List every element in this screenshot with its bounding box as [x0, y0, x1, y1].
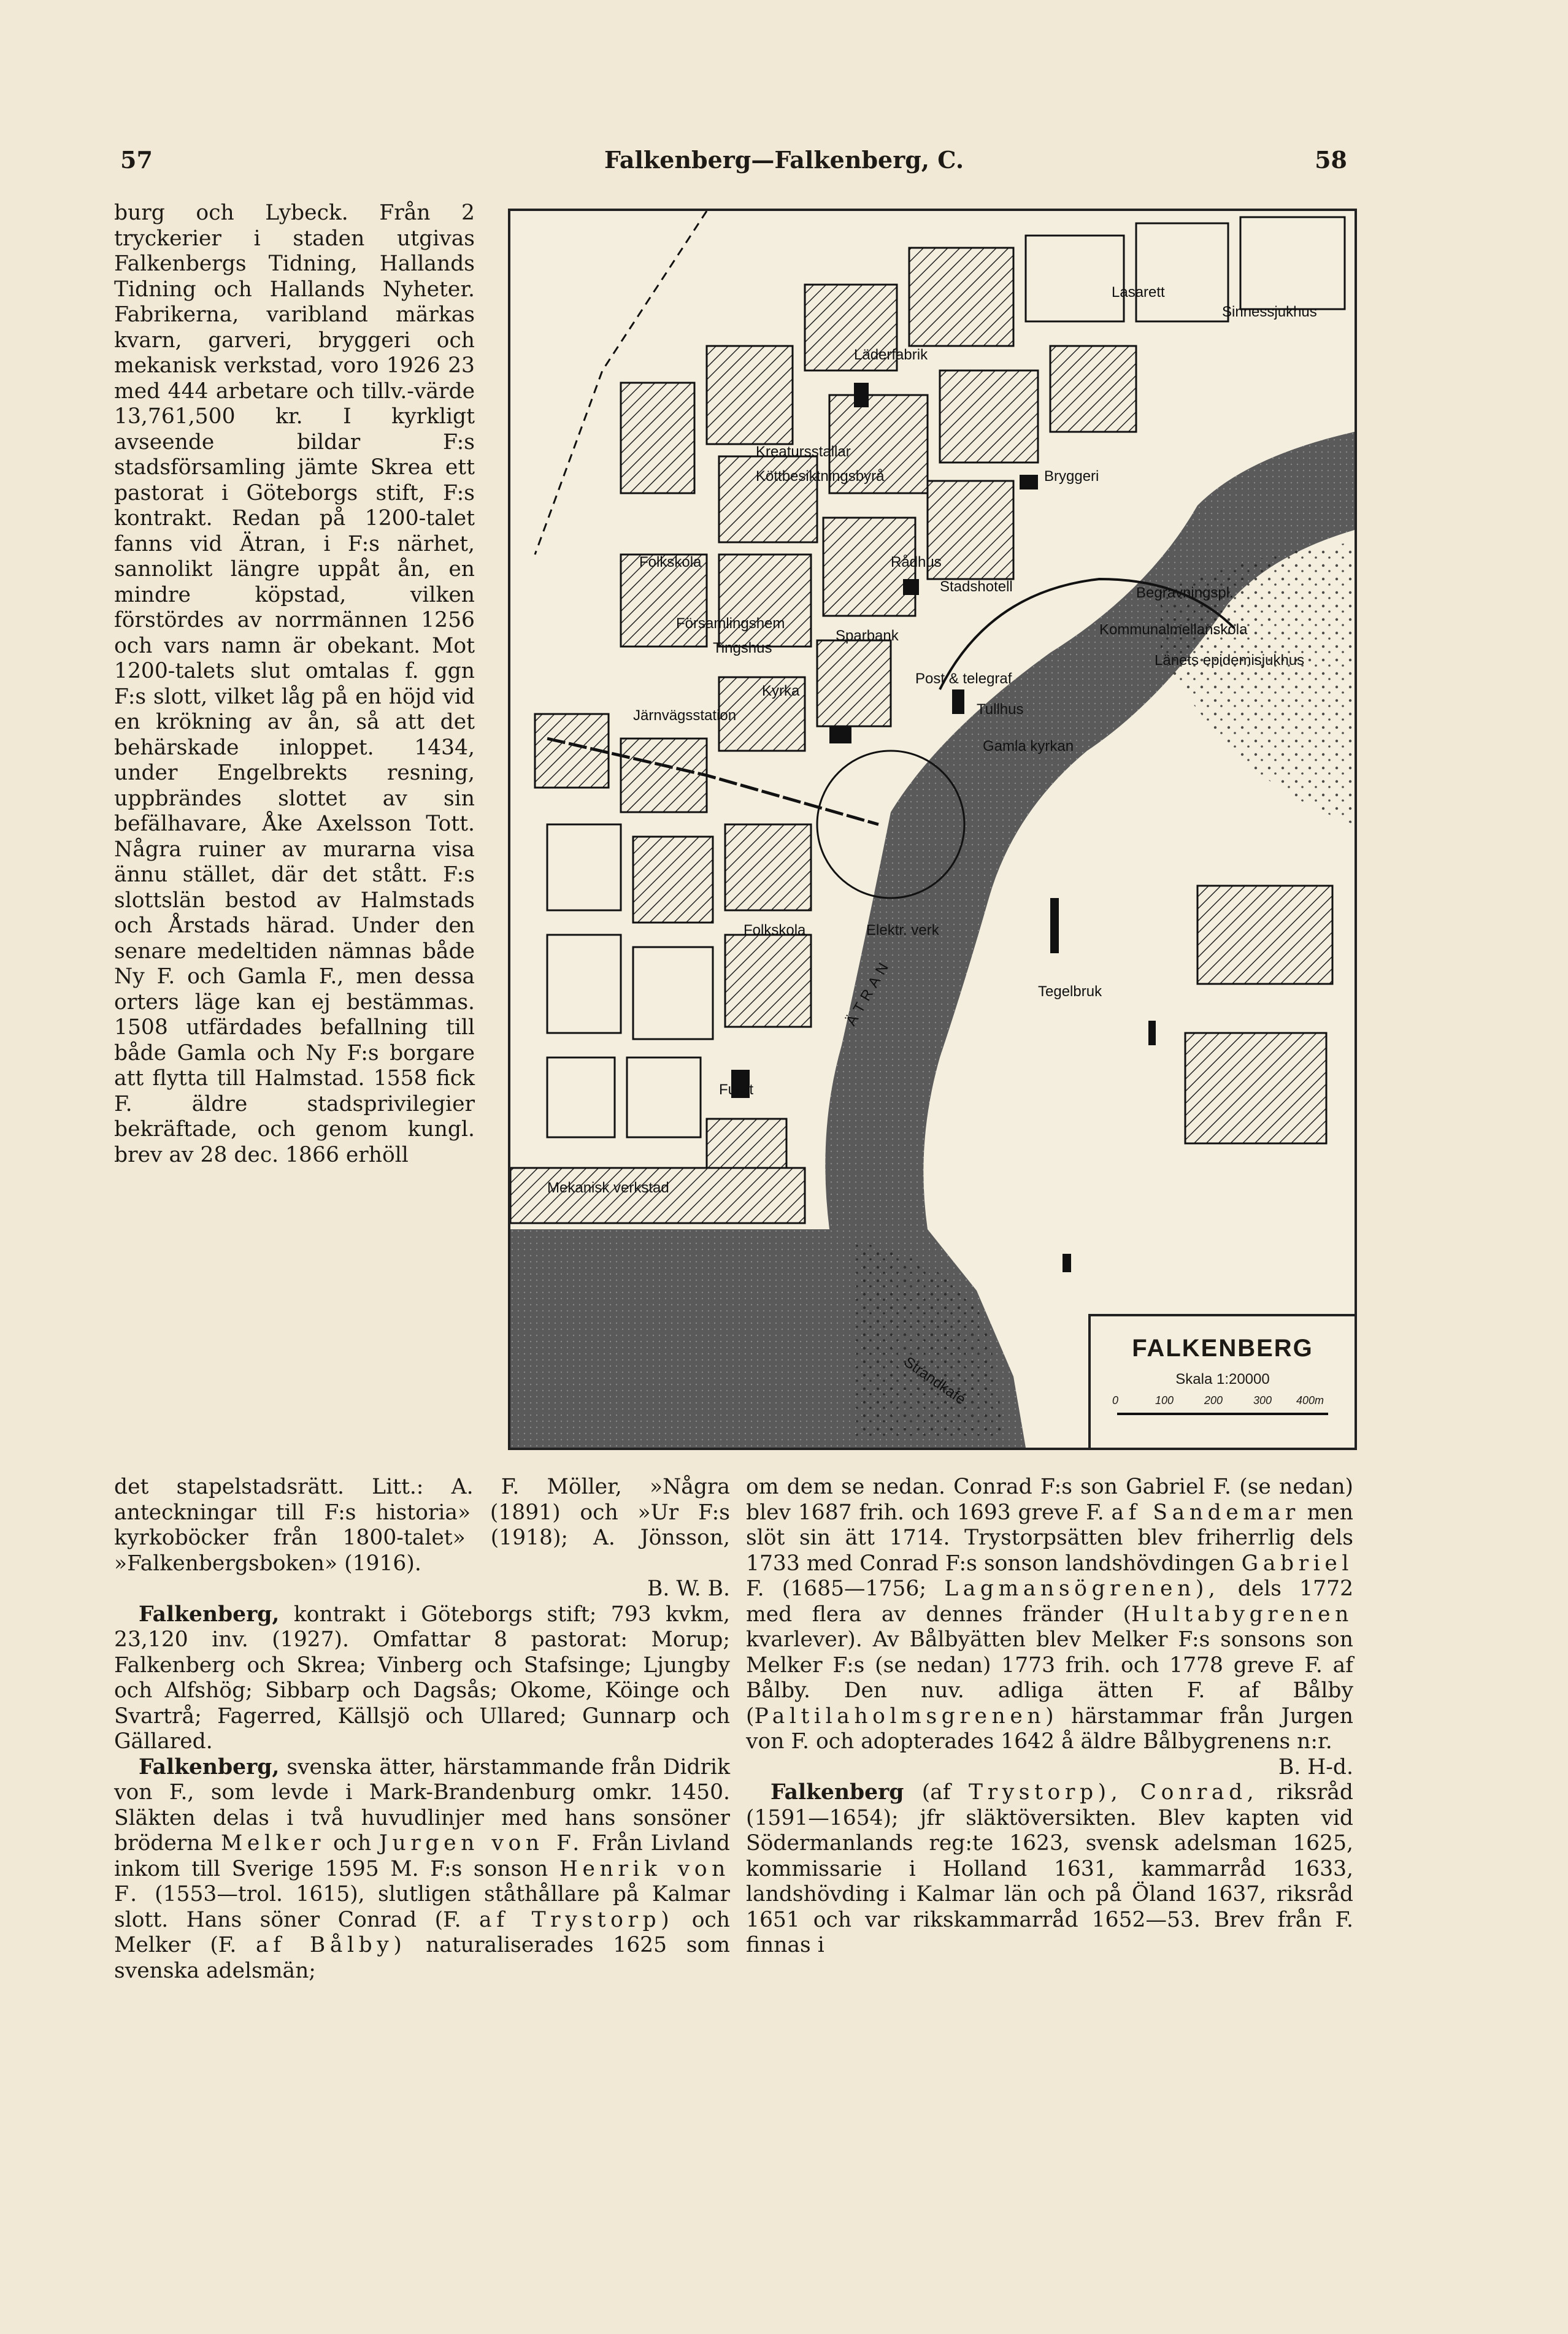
map-label-forsamlingshem: Församlingshem: [676, 615, 785, 632]
map-label-kommunalmellanskola: Kommunalmellanskola: [1099, 621, 1248, 638]
right-text-3: F. (1685—1756;: [746, 1576, 926, 1601]
right-text-1: om dem se nedan. Conrad F:s son Gabriel F. (se nedan) blev 1687 frih. och 1693 greve F.: [746, 1475, 1353, 1525]
map-label-lanets-epidemisjukhus: Länets epidemisjukhus: [1155, 652, 1305, 669]
beach-dunes: [854, 1242, 1001, 1438]
signature-bhd: B. H-d.: [1278, 1754, 1353, 1779]
running-title: Falkenberg—Falkenberg, C.: [604, 146, 964, 174]
conrad-paragraph: [746, 1780, 1353, 1959]
kontrakt-paragraph: [114, 1602, 730, 1755]
atter-spaced-4: af Trystorp): [479, 1907, 674, 1932]
atter-headword: Falkenberg,: [139, 1754, 280, 1779]
right-text-4: dels 1772 med flera av dennes fränder (: [746, 1576, 1354, 1627]
map-label-radhus: Rådhus: [891, 554, 942, 570]
signature-bwb: B. W. B.: [647, 1576, 730, 1601]
map-scale-text: Skala 1:20000: [1175, 1371, 1270, 1388]
scale-tick-200: 200: [1204, 1394, 1223, 1407]
right-spaced-3: Lagmansögrenen),: [944, 1576, 1220, 1601]
atter-text-3: Från Livland inkom till Sverige 1595 M. F:s sonson: [114, 1831, 730, 1881]
atter-paragraph: [114, 1755, 730, 1984]
map-label-stadshotell: Stadshotell: [940, 578, 1013, 595]
page-number-right: 58: [1315, 146, 1347, 174]
conrad-spaced-1: Trystorp),: [969, 1780, 1123, 1805]
conrad-body: riksråd (1591—1654); jfr släktöversikten. Blev kapten vid Södermanlands reg:te 1623, svensk adelsman 1625, kommissarie i Holland 1631, kammarråd 1633, landshövding i Kalmar län och på Öland 1637, riksråd 1651 och var rikskammarråd 1652—53. Brev från F. finnas i: [746, 1780, 1354, 1957]
kontrakt-headword: Falkenberg,: [139, 1602, 280, 1627]
article-text-left-top: burg och Lybeck. Från 2 tryckerier i staden utgivas Falkenbergs Tidning, Hallands Tidning och Hallands Nyheter. Fabrikerna, varibland märkas kvarn, garveri, bryggeri och mekanisk verkstad, voro 1926 23 med 444 arbetare och tillv.-värde 13,761,500 kr. I kyrkligt avseende bildar F:s stadsförsamling jämte Skrea ett pastorat i Göteborgs stift, F:s kontrakt. Redan på 1200-talet fanns vid Ätran, i F:s närhet, sannolikt längre uppåt ån, en mindre köpstad, vilken förstördes av norrmännen 1256 och vars namn är obekant. Mot 1200-talets slut omtalas f. ggn F:s slott, vilket låg på en höjd vid en krökning av ån, så att det behärskade inloppet. 1434, under Engelbrekts resning, uppbrändes slottet av sin befälhavare, Åke Axelsson Tott. Några ruiner av murarna visa ännu stället, där det stått. F:s slottslän bestod av Halmstads och Årstads härad. Under den senare medeltiden nämnas både Ny F. och Gamla F., men dessa orters läge kan ej bestämmas. 1508 utfärdades befallning till både Gamla och Ny F:s borgare att flytta till Halmstad. 1558 fick F. äldre stadsprivilegier bekräftade, och genom kungl. brev av 28 dec. 1866 erhöll: [114, 201, 475, 1167]
scale-tick-300: 300: [1253, 1394, 1272, 1407]
right-spaced-5: Paltilaholmsgrenen: [754, 1703, 1046, 1729]
scale-tick-100: 100: [1155, 1394, 1174, 1407]
map-label-lasaret: Lasarett: [1112, 284, 1165, 301]
atter-text-5: och Melker (F.: [114, 1907, 731, 1957]
atter-text-6: naturaliserades 1625 som svenska adelsmän;: [114, 1933, 730, 1983]
map-label-bryggeri: Bryggeri: [1044, 468, 1099, 485]
kontrakt-body: kontrakt i Göteborgs stift; 793 kvkm, 23,120 inv. (1927). Omfattar 8 pastorat: Morup; Falkenberg och Skrea; Vinberg och Stafsinge; Ljungby och Alfshög; Sibbarp och Dagsås; Okome, Köinge och Svartrå; Fagerred, Källsjö och Ullared; Gunnarp och Gällared.: [114, 1602, 731, 1754]
map-label-kreatursstallar: Kreatursstallar: [756, 443, 851, 460]
page-number-left: 57: [120, 146, 153, 174]
right-text-5: kvarlever). Av Bålbyätten blev Melker F:s sonsons son Melker F:s (se nedan) 1773 frih. och 1778 greve F. af Bålby. Den nuv. adliga ätten F. af Bålby (: [746, 1627, 1353, 1729]
atter-text-1: svenska ätter, härstammande från Didrik von F., som levde i Mark-Brandenburg omkr. 1450. Släkten delas i två huvudlinjer med hans sonsöner bröderna: [114, 1754, 731, 1856]
atter-continuation-paragraph: [746, 1475, 1353, 1780]
map-label-tullhus: Tullhus: [977, 701, 1024, 718]
map-label-sinnessjukhus: Sinnessjukhus: [1222, 304, 1317, 320]
right-text-6: ) härstammar från Jurgen von F. och adopterades 1642 å äldre Bålbygrenens n:r.: [746, 1703, 1353, 1754]
scale-line: [1117, 1413, 1328, 1415]
map-drawing: [510, 211, 1355, 1448]
map-label-laderfabrik: Läderfabrik: [854, 347, 928, 363]
map-label-tegelbruk: Tegelbruk: [1038, 983, 1102, 1000]
right-spaced-4: Hultabygrenen: [1131, 1602, 1353, 1627]
right-text-2: men slöt sin ätt 1714. Trystorpsätten blev friherrlig dels 1733 med Conrad F:s sonson landshövdingen: [746, 1500, 1354, 1576]
left-column-bottom: [114, 1475, 730, 1984]
map-label-post-telegraf: Post & telegraf: [915, 670, 1012, 687]
scale-tick-400: 400m: [1296, 1394, 1324, 1407]
map-label-mekanisk-verkstad: Mekanisk verkstad: [547, 1180, 669, 1196]
map-label-folkskola-2: Folkskola: [744, 922, 806, 939]
map-legend-title: FALKENBERG: [1132, 1335, 1313, 1362]
conrad-headword: Falkenberg: [771, 1780, 904, 1805]
map-label-strandkafe: Strandkafé: [901, 1353, 969, 1408]
atter-spaced-3: Henrik von F.: [114, 1856, 730, 1906]
map-scale-bar: [1112, 1394, 1333, 1419]
map-label-atran: ÄTRAN: [842, 956, 894, 1029]
atter-spaced-5: af Bålby): [256, 1933, 407, 1957]
map-label-gamla-kyrkan: Gamla kyrkan: [983, 738, 1074, 754]
atter-spaced-1: Melker: [220, 1831, 326, 1856]
right-column-bottom: [746, 1475, 1353, 1959]
litt-text: det stapelstadsrätt. Litt.: A. F. Möller, »Några anteckningar till F:s historia» (1891) och »Ur F:s kyrkoböcker från 1800-talet» (1918); A. Jönsson, »Falkenbergsboken» (1916).: [114, 1475, 730, 1576]
litt-paragraph: [114, 1475, 730, 1602]
conrad-spaced-2: Conrad,: [1140, 1780, 1259, 1805]
page-header: [0, 146, 1568, 189]
atter-text-2: och: [332, 1831, 372, 1856]
right-spaced-2: Gabriel: [1241, 1551, 1353, 1576]
map-label-kottbesiktning: Köttbesiktningsbyrå: [756, 468, 885, 485]
conrad-paren: (af: [921, 1780, 951, 1805]
map-label-begravningsplats: Begravningspl.: [1136, 585, 1234, 601]
city-map: [508, 209, 1357, 1450]
map-label-tingshus: Tingshus: [713, 640, 772, 656]
map-legend: [1088, 1314, 1355, 1448]
map-label-jarnvagsstation: Järnvägsstation: [633, 707, 737, 724]
map-label-furet: Furet: [719, 1081, 754, 1098]
scale-tick-0: 0: [1112, 1394, 1119, 1407]
map-label-sparbank: Sparbank: [836, 628, 899, 644]
atter-spaced-2: Jurgen von F.: [379, 1831, 584, 1856]
atter-text-4: (1553—trol. 1615), slutligen ståthållare på Kalmar slott. Hans söner Conrad (F.: [114, 1882, 730, 1932]
map-label-folkskola-1: Folkskola: [639, 554, 702, 570]
right-spaced-1: af Sandemar: [1111, 1500, 1300, 1525]
map-label-kyrka: Kyrka: [762, 683, 800, 699]
map-label-elektr-verk: Elektr. verk: [866, 922, 939, 939]
